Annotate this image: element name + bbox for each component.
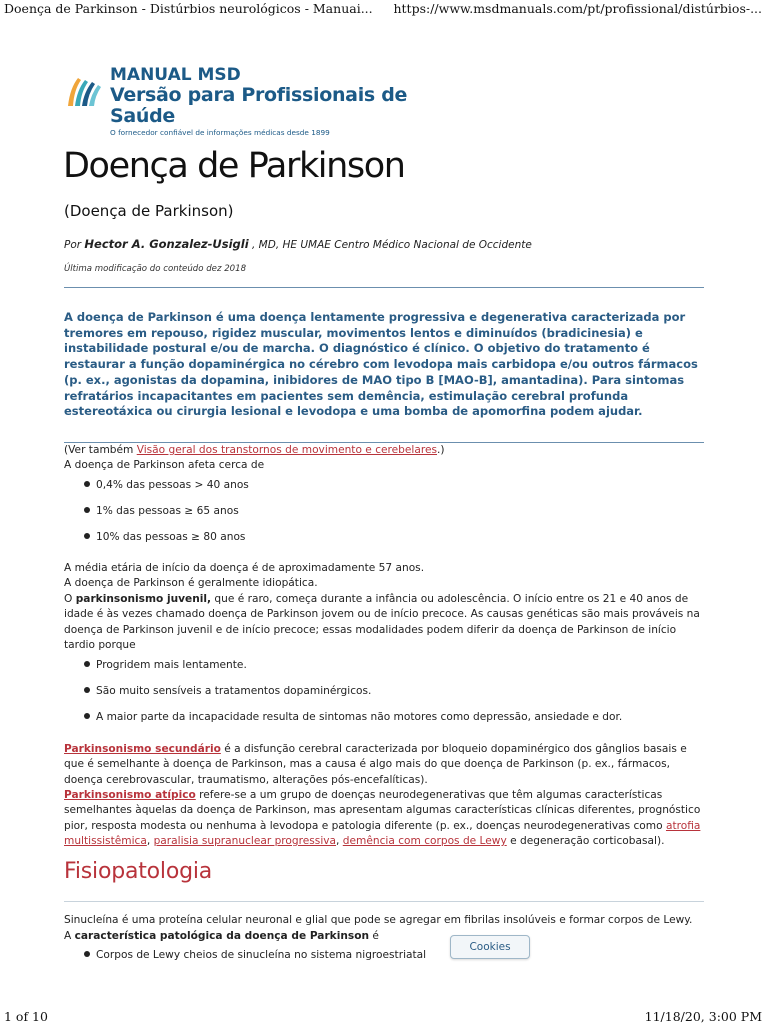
print-footer	[0, 1008, 768, 1026]
atypical-parkinsonism-link[interactable]: Parkinsonismo atípico	[64, 789, 196, 801]
list-item	[84, 530, 245, 544]
list-item	[84, 658, 247, 672]
bullet-icon	[84, 481, 90, 487]
list-item-text: 1% das pessoas ≥ 65 anos	[96, 505, 239, 517]
atypical-suffix: e degeneração corticobasal).	[506, 835, 665, 848]
logo-professional-version: Versão para Profissionais de Saúde	[110, 84, 408, 127]
separator: ,	[336, 835, 343, 848]
byline	[64, 237, 532, 251]
list-item-text: Corpos de Lewy cheios de sinucleína no sistema nigroestriatal	[96, 949, 427, 961]
list-item	[84, 948, 426, 962]
print-header-title: Doença de Parkinson - Distúrbios neurológicos - Manuai...	[4, 1, 373, 16]
page-title: Doença de Parkinson	[63, 146, 405, 186]
pathology-suffix: é	[369, 930, 379, 942]
author-affiliation: , MD, HE UMAE Centro Médico Nacional de Occidente	[252, 239, 532, 251]
prevalence-intro: A doença de Parkinson afeta cerca de	[64, 459, 265, 471]
list-item	[84, 684, 371, 698]
section-rule	[64, 901, 704, 902]
page-number: 1 of 10	[4, 1009, 48, 1024]
juvenile-text: que é raro, começa durante a infância ou adolescência. O início entre os 21 e 40 anos de idade é às vezes chamado doença de Parkinson jovem ou de início precoce. As causas genéticas são mais prováveis na doença de Parkinson juvenil e de início precoce; essas modalidades podem diferir da doença de Parkinson de início tardio porque	[64, 593, 700, 652]
print-header-url: https://www.msdmanuals.com/pt/profissional/distúrbios-...	[393, 1, 762, 16]
logo-manual-msd: MANUAL MSD	[110, 65, 241, 85]
bullet-icon	[84, 507, 90, 513]
list-item	[84, 504, 239, 518]
logo-tagline: O fornecedor confiável de informações médicas desde 1899	[110, 128, 330, 137]
atypical-parkinsonism-paragraph	[64, 788, 704, 850]
juvenile-prefix: O	[64, 593, 76, 605]
print-datetime: 11/18/20, 3:00 PM	[644, 1009, 762, 1024]
secondary-parkinsonism-text: é a disfunção cerebral caracterizada por bloqueio dopaminérgico dos gânglios basais e que é semelhante à doença de Parkinson, mas a causa é algo mais do que doença de Parkinson (p. ex., fármacos, doença cerebrovascular, traumatismo, alterações pós-encefalíticas).	[64, 743, 687, 786]
bullet-icon	[84, 533, 90, 539]
last-modified: Última modificação do conteúdo dez 2018	[64, 264, 247, 274]
separator: ,	[146, 835, 154, 848]
juvenile-term: parkinsonismo juvenil,	[75, 593, 212, 605]
lewy-body-dementia-link[interactable]: demência com corpos de Lewy	[342, 835, 507, 848]
juvenile-paragraph	[64, 592, 704, 654]
list-item-text: 0,4% das pessoas > 40 anos	[96, 479, 249, 491]
bullet-icon	[84, 687, 90, 693]
section-heading-pathophysiology: Fisiopatologia	[64, 859, 213, 884]
page-subtitle: (Doença de Parkinson)	[64, 202, 234, 220]
bullet-icon	[84, 713, 90, 719]
list-item-text: Progridem mais lentamente.	[96, 659, 247, 671]
author-name[interactable]: Hector A. Gonzalez-Usigli	[84, 237, 249, 251]
secondary-parkinsonism-link[interactable]: Parkinsonismo secundário	[64, 743, 221, 755]
synuclein-paragraph: Sinucleína é uma proteína celular neuronal e glial que pode se agregar em fibrilas insolúveis e formar corpos de Lewy.	[64, 914, 693, 926]
see-also-prefix: (Ver também	[64, 444, 137, 456]
see-also	[64, 443, 704, 458]
bullet-icon	[84, 951, 90, 957]
logo-text	[110, 66, 464, 138]
onset-age-paragraph: A média etária de início da doença é de aproximadamente 57 anos.	[64, 562, 425, 574]
summary-top-rule	[64, 287, 704, 288]
msd-logo-icon	[64, 70, 104, 110]
print-header	[0, 0, 768, 18]
pathology-term: característica patológica da doença de Parkinson	[74, 930, 370, 942]
list-item	[84, 710, 622, 724]
cookies-button[interactable]: Cookies	[450, 935, 530, 959]
psp-link[interactable]: paralisia supranuclear progressiva	[153, 835, 337, 848]
list-item-text: A maior parte da incapacidade resulta de sintomas não motores como depressão, ansiedade e dor.	[96, 711, 623, 723]
see-also-link[interactable]: Visão geral dos transtornos de movimento e cerebelares	[136, 444, 438, 456]
list-item-text: São muito sensíveis a tratamentos dopaminérgicos.	[96, 685, 372, 697]
secondary-parkinsonism-paragraph	[64, 742, 704, 788]
idiopathic-paragraph: A doença de Parkinson é geralmente idiopática.	[64, 577, 318, 589]
msa-link[interactable]: atrofia multissistêmica	[64, 819, 701, 848]
pathology-prefix: A	[64, 930, 75, 942]
pathology-paragraph	[64, 929, 704, 944]
byline-prefix: Por	[64, 239, 82, 251]
bullet-icon	[84, 661, 90, 667]
topic-summary: A doença de Parkinson é uma doença lentamente progressiva e degenerativa caracterizada por tremores em repouso, rigidez muscular, movimentos lentos e diminuídos (bradicinesia) e instabilidade postural e/ou de marcha. O diagnóstico é clínico. O objetivo do tratamento é restaurar a função dopaminérgica no cérebro com levodopa mais carbidopa e/ou outros fármacos (p. ex., agonistas da dopamina, inibidores de MAO tipo B [MAO-B], amantadina). Para sintomas refratários incapacitantes em pacientes sem demência, estimulação cerebral profunda estereotáxica ou cirurgia lesional e levodopa e uma bomba de apomorfina podem ajudar.	[64, 310, 698, 419]
msd-manual-logo[interactable]	[64, 65, 464, 137]
atypical-parkinsonism-text: refere-se a um grupo de doenças neurodegenerativas que têm algumas características semelhantes àquelas da doença de Parkinson, mas apresentam algumas características clínicas diferentes, prognóstico pior, resposta modesta ou nenhuma à levodopa e patologia diferente (p. ex., doenças neurodegenerativas como	[64, 789, 701, 832]
list-item	[84, 478, 249, 492]
list-item-text: 10% das pessoas ≥ 80 anos	[96, 531, 246, 543]
see-also-suffix: .)	[437, 444, 445, 456]
